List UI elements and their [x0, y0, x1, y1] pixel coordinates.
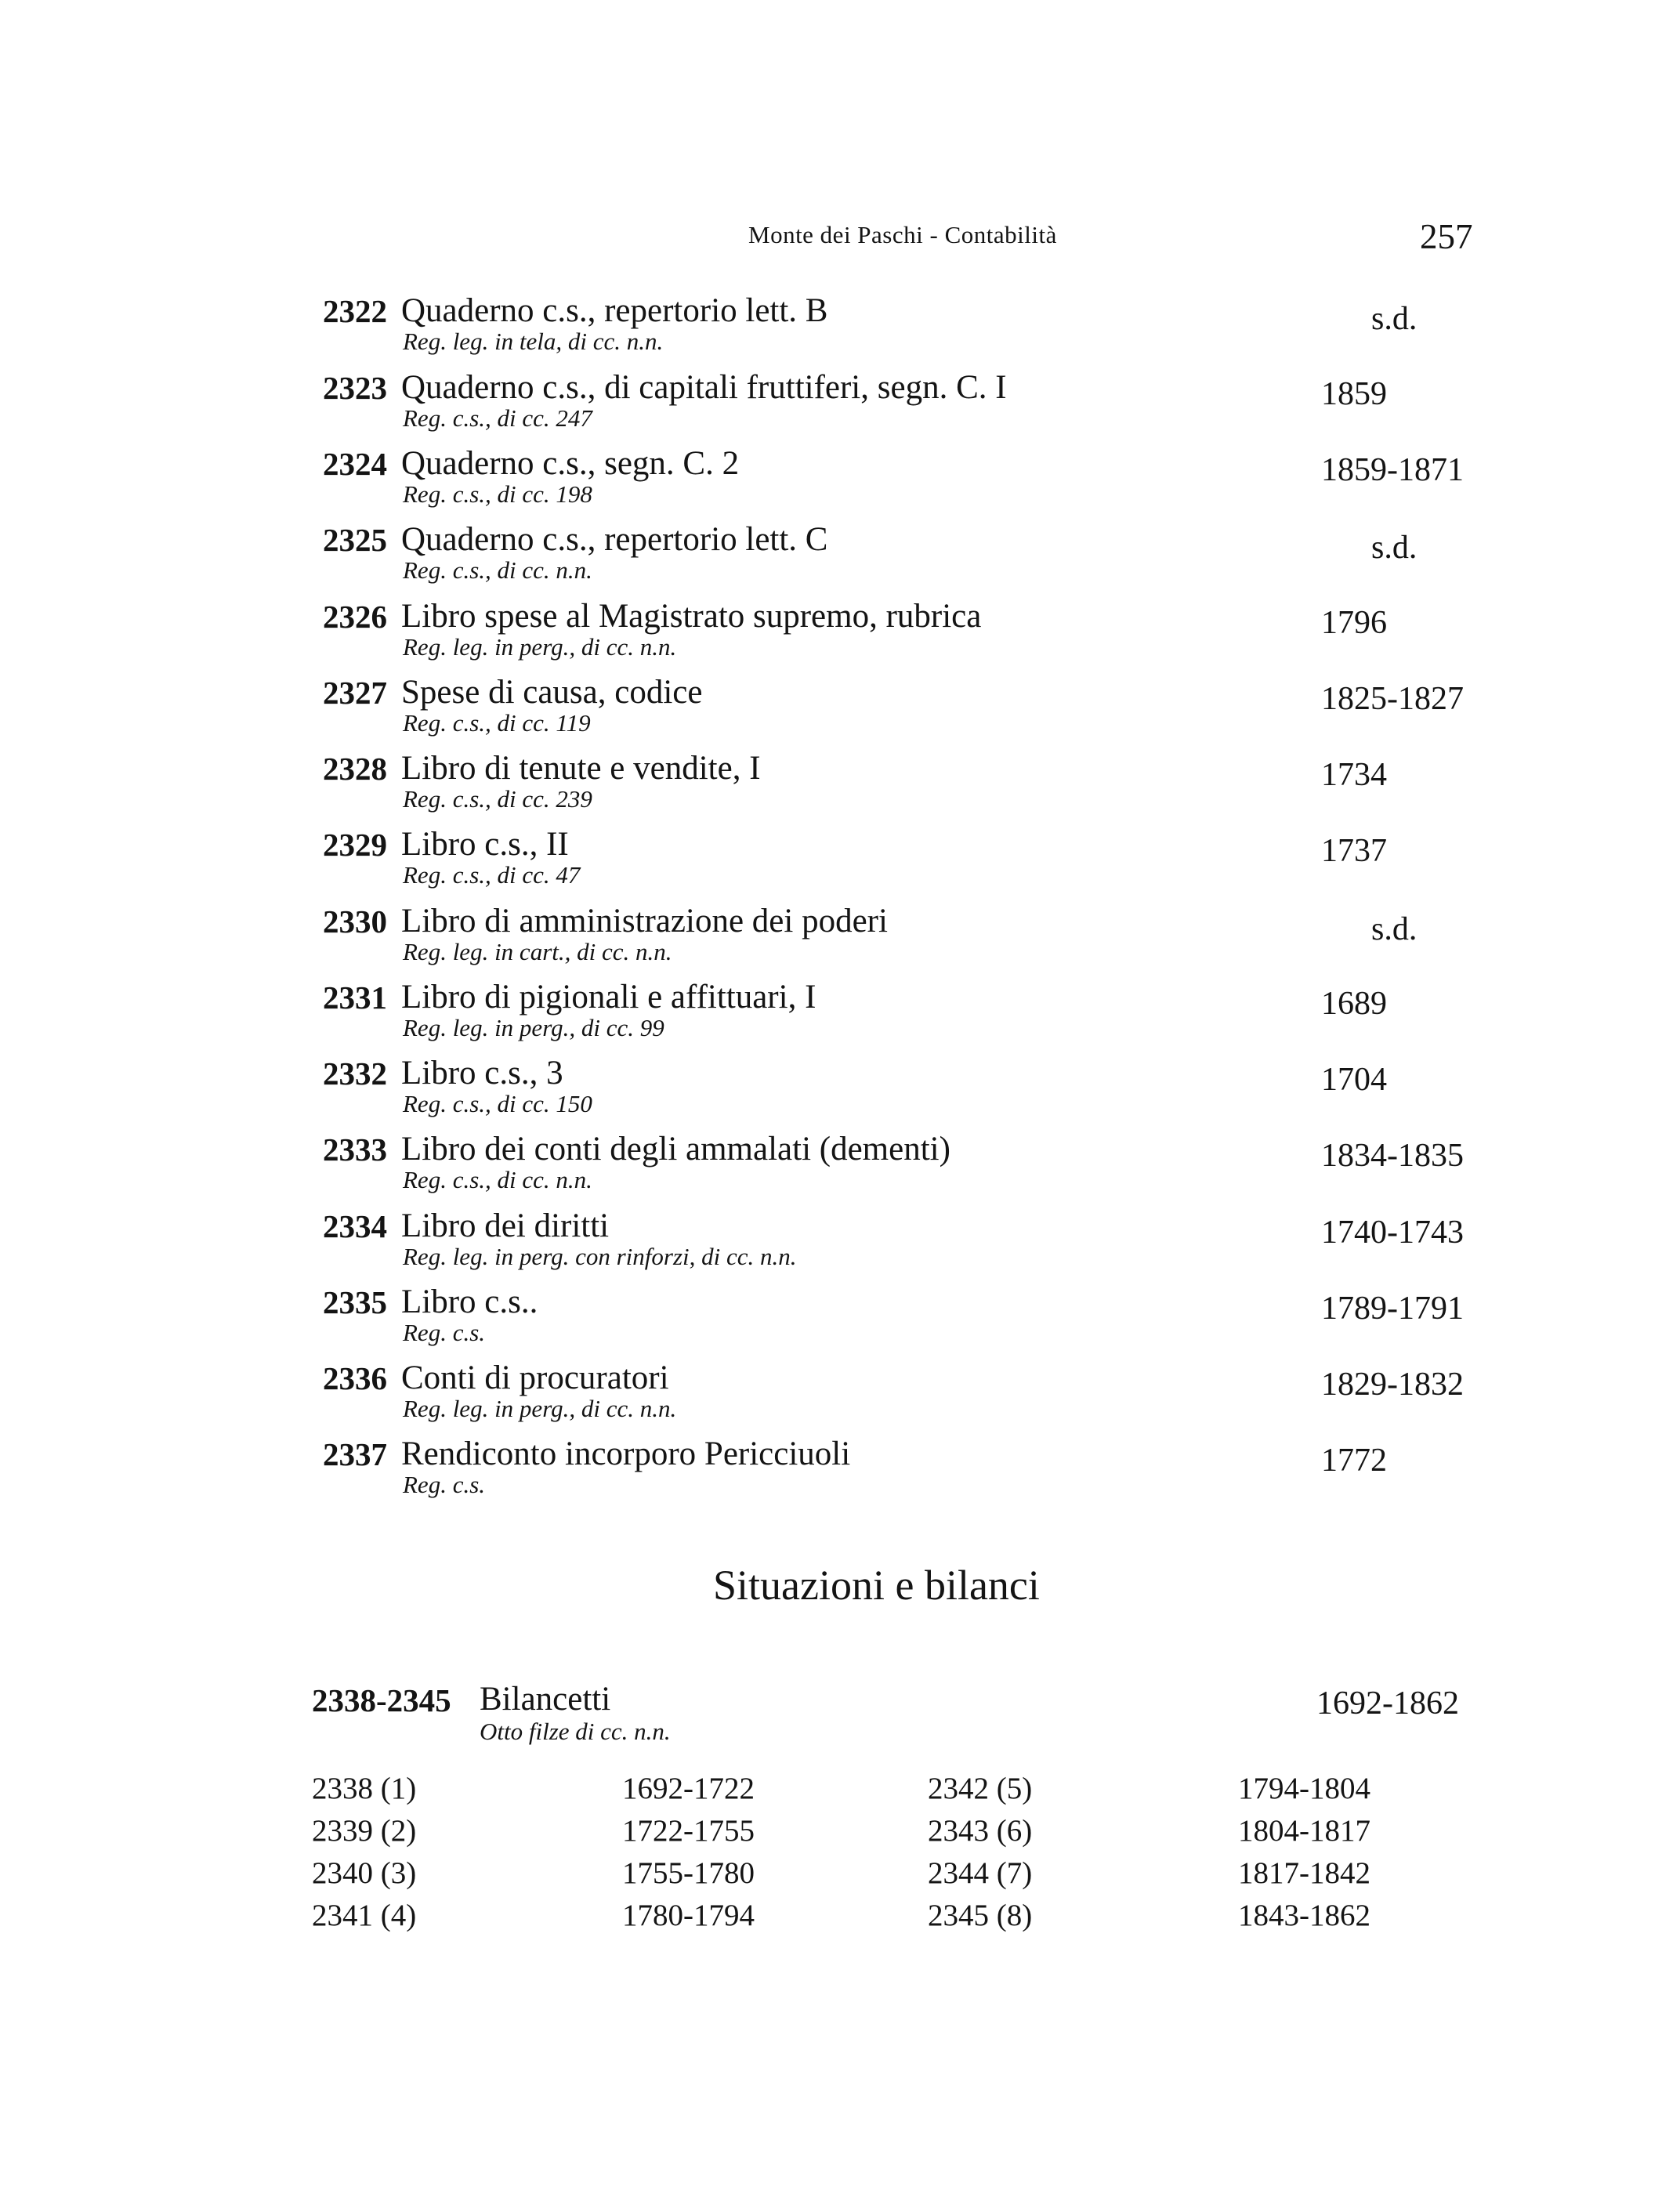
- entry: [0, 368, 1680, 445]
- entry-number: 2322: [323, 293, 387, 329]
- entry-description: Reg. c.s., di cc. 239: [403, 785, 592, 813]
- entry-number: 2332: [323, 1055, 387, 1092]
- entry-title: Libro di amministrazione dei poderi: [401, 903, 888, 940]
- sub-item-number: 2345 (8): [928, 1899, 1033, 1932]
- sub-item-number: 2339 (2): [312, 1814, 417, 1848]
- sub-item-date: 1804-1817: [1238, 1814, 1370, 1848]
- entry-title: Libro dei conti degli ammalati (dementi): [401, 1131, 950, 1168]
- entry-number: 2326: [323, 599, 387, 635]
- entry-date: 1834-1835: [1321, 1138, 1464, 1174]
- entry-date: 1825-1827: [1321, 681, 1464, 717]
- entry-title: Rendiconto incorporo Pericciuoli: [401, 1436, 851, 1472]
- entry: [0, 444, 1680, 521]
- entry-title: Quaderno c.s., di capitali fruttiferi, segn. C. I: [401, 369, 1007, 406]
- entry-date: 1734: [1321, 757, 1387, 793]
- entry-title: Quaderno c.s., segn. C. 2: [401, 445, 740, 482]
- sub-item-number: 2341 (4): [312, 1899, 417, 1932]
- entry-date: 1772: [1321, 1443, 1387, 1479]
- entry-number: 2328: [323, 751, 387, 787]
- entry-title: Quaderno c.s., repertorio lett. C: [401, 521, 828, 558]
- entry-number: 2330: [323, 903, 387, 940]
- entry-title: Libro c.s., 3: [401, 1055, 563, 1092]
- entry-date: s.d.: [1371, 911, 1418, 947]
- entry-date: 1737: [1321, 833, 1387, 869]
- entry-number: 2325: [323, 522, 387, 558]
- sub-item-row: [0, 1810, 1680, 1852]
- entry-date: 1704: [1321, 1062, 1387, 1098]
- entry-description: Reg. c.s.: [403, 1471, 486, 1498]
- entry: [0, 597, 1680, 674]
- entry: [0, 749, 1680, 826]
- entry-number: 2323: [323, 370, 387, 406]
- entry-number: 2324: [323, 446, 387, 482]
- section-title: Situazioni e bilanci: [713, 1562, 1040, 1609]
- sub-item-date: 1755-1780: [622, 1856, 755, 1890]
- sub-item-date: 1780-1794: [622, 1899, 755, 1932]
- entry-description: Reg. leg. in perg., di cc. 99: [403, 1014, 664, 1041]
- entry: [0, 1207, 1680, 1283]
- entry-description: Reg. c.s., di cc. 119: [403, 709, 591, 737]
- sub-item-date: 1843-1862: [1238, 1899, 1370, 1932]
- entry-date: s.d.: [1371, 530, 1418, 566]
- entry-title: Libro di tenute e vendite, I: [401, 750, 761, 787]
- entry-number: 2331: [323, 979, 387, 1016]
- sub-item-number: 2344 (7): [928, 1856, 1033, 1890]
- entry: [0, 1130, 1680, 1207]
- sub-item-number: 2340 (3): [312, 1856, 417, 1890]
- entry-title: Quaderno c.s., repertorio lett. B: [401, 292, 828, 329]
- sub-item-date: 1692-1722: [622, 1772, 755, 1805]
- entry-date: 1789-1791: [1321, 1291, 1464, 1327]
- entry: [0, 902, 1680, 979]
- entry: [0, 291, 1680, 368]
- page-number: 257: [1420, 217, 1473, 256]
- sub-item-number: 2342 (5): [928, 1772, 1033, 1805]
- entry-date: 1796: [1321, 605, 1387, 641]
- entry-title: Libro dei diritti: [401, 1207, 610, 1244]
- entry: [0, 520, 1680, 597]
- group-date: 1692-1862: [1316, 1685, 1459, 1722]
- sub-item-row: [0, 1768, 1680, 1810]
- entry-number: 2337: [323, 1436, 387, 1472]
- sub-item-row: [0, 1895, 1680, 1937]
- entry-description: Reg. leg. in cart., di cc. n.n.: [403, 938, 672, 965]
- entry-number: 2335: [323, 1284, 387, 1320]
- sub-item-date: 1817-1842: [1238, 1856, 1370, 1890]
- entry-title: Libro c.s., II: [401, 826, 569, 863]
- entry-description: Reg. c.s., di cc. 150: [403, 1090, 592, 1117]
- group-description: Otto filze di cc. n.n.: [480, 1718, 671, 1745]
- running-header: Monte dei Paschi - Contabilità: [748, 221, 1057, 248]
- sub-item-number: 2343 (6): [928, 1814, 1033, 1848]
- entry-description: Reg. c.s., di cc. 247: [403, 404, 592, 432]
- entry-title: Spese di causa, codice: [401, 674, 703, 711]
- entry-description: Reg. c.s., di cc. n.n.: [403, 1166, 592, 1193]
- entry-description: Reg. c.s., di cc. n.n.: [403, 556, 592, 584]
- entry-description: Reg. c.s., di cc. 198: [403, 480, 592, 508]
- entry-number: 2336: [323, 1360, 387, 1396]
- entry-description: Reg. leg. in perg., di cc. n.n.: [403, 633, 677, 661]
- group-title: Bilancetti: [480, 1681, 611, 1718]
- entry: [0, 978, 1680, 1055]
- entry: [0, 673, 1680, 750]
- sub-item-date: 1794-1804: [1238, 1772, 1370, 1805]
- entry-title: Libro spese al Magistrato supremo, rubrica: [401, 598, 982, 635]
- entry-number: 2334: [323, 1208, 387, 1244]
- entry-description: Reg. leg. in perg. con rinforzi, di cc. n.n.: [403, 1243, 797, 1270]
- sub-item-date: 1722-1755: [622, 1814, 755, 1848]
- entry-title: Conti di procuratori: [401, 1359, 669, 1396]
- entry-date: 1829-1832: [1321, 1367, 1464, 1403]
- sub-item-row: [0, 1852, 1680, 1895]
- entry-number: 2327: [323, 675, 387, 711]
- entry-number: 2333: [323, 1131, 387, 1168]
- entry: [0, 1435, 1680, 1512]
- entry-description: Reg. leg. in perg., di cc. n.n.: [403, 1395, 677, 1422]
- entry-date: 1859: [1321, 376, 1387, 412]
- entry-description: Reg. c.s.: [403, 1319, 486, 1346]
- entry-title: Libro c.s..: [401, 1283, 538, 1320]
- entry-description: Reg. c.s., di cc. 47: [403, 861, 581, 889]
- entry-description: Reg. leg. in tela, di cc. n.n.: [403, 328, 664, 355]
- group-number: 2338-2345: [312, 1682, 451, 1718]
- entry-title: Libro di pigionali e affittuari, I: [401, 979, 816, 1016]
- entry: [0, 1054, 1680, 1131]
- entry: [0, 1283, 1680, 1359]
- entry-date: 1859-1871: [1321, 452, 1464, 488]
- entry-date: s.d.: [1371, 301, 1418, 337]
- sub-item-number: 2338 (1): [312, 1772, 417, 1805]
- entry-number: 2329: [323, 827, 387, 863]
- entry: [0, 1359, 1680, 1436]
- entry-date: 1740-1743: [1321, 1215, 1464, 1251]
- entry-date: 1689: [1321, 986, 1387, 1022]
- entry: [0, 825, 1680, 902]
